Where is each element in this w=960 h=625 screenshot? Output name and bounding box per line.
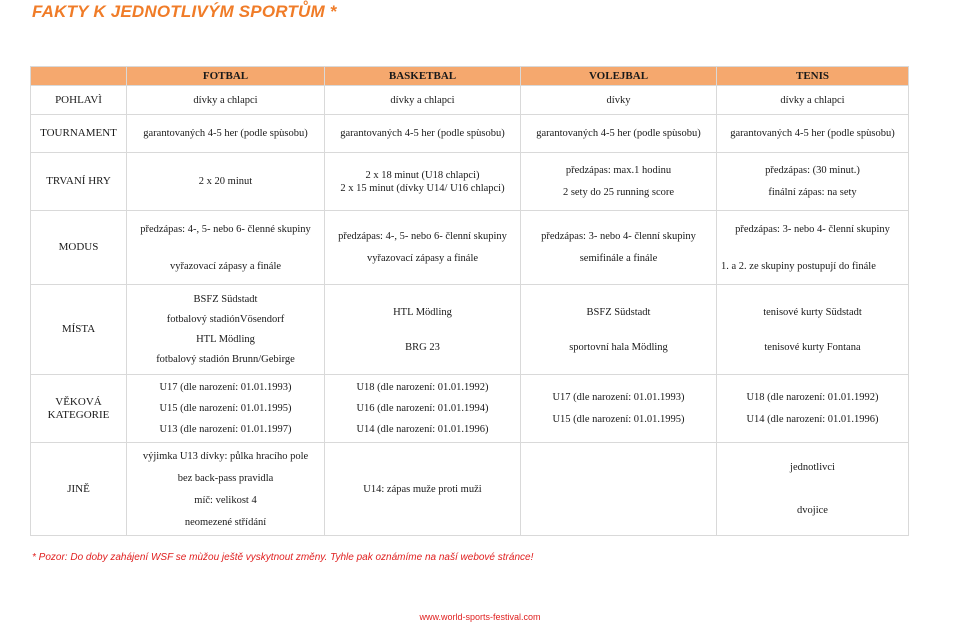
header-row (31, 67, 909, 86)
jine-fotbal-line3: míč: velikost 4 (194, 494, 257, 506)
trvani-volejbal-line2: 2 sety do 25 running score (562, 187, 675, 198)
modus-volejbal-line1: předzápas: 3- nebo 4- členní skupiny (541, 231, 696, 242)
cell-mista-fotbal (127, 285, 325, 375)
header-tenis: TENIS (717, 67, 909, 86)
cell-jine-volejbal (521, 443, 717, 536)
vekova-fotbal-line1: U17 (dle narození: 01.01.1993) (159, 382, 292, 393)
trvani-volejbal-line1: předzápas: max.1 hodinu (565, 165, 672, 176)
vekova-basketbal-line2: U16 (dle narození: 01.01.1994) (356, 403, 489, 414)
cell-jine-fotbal (127, 443, 325, 536)
trvani-tenis-line2: finální zápas: na sety (768, 187, 857, 198)
mista-tenis-line1: tenisové kurty Südstadt (763, 306, 862, 318)
row-mista (31, 285, 909, 375)
jine-fotbal-line1: výjimka U13 dívky: půlka hracího pole (142, 450, 309, 462)
row-pohlavi (31, 86, 909, 115)
vekova-basketbal-line1: U18 (dle narození: 01.01.1992) (356, 382, 489, 393)
row-vekova (31, 375, 909, 443)
trvani-basketbal-line2: 2 x 15 minut (dívky U14/ U16 chlapci) (340, 182, 505, 194)
sports-facts-table (30, 66, 909, 536)
jine-fotbal-line4: neomezené střídání (184, 516, 267, 528)
footer-url[interactable]: www.world-sports-festival.com (419, 612, 541, 622)
footnote: * Pozor: Do doby zahájení WSF se mùžou ještě vyskytnout změny. Tyhle pak oznámíme na naší webové stránce! (32, 552, 534, 563)
vekova-fotbal-line3: U13 (dle narození: 01.01.1997) (159, 424, 292, 435)
cell-modus-basketbal (325, 211, 521, 285)
jine-fotbal-line2: bez back-pass pravidla (177, 472, 274, 484)
modus-volejbal-line2: semifinále a finále (579, 253, 658, 264)
cell-vekova-volejbal (521, 375, 717, 443)
jine-tenis-line2: dvojice (797, 505, 828, 516)
cell-tournament-basketbal: garantovaných 4-5 her (podle spùsobu) (325, 115, 521, 153)
vekova-label-line2: KATEGORIE (47, 408, 110, 421)
mista-tenis-line2: tenisové kurty Fontana (764, 341, 861, 353)
label-jine: JINĚ (31, 443, 127, 536)
modus-basketbal-line1: předzápas: 4-, 5- nebo 6- členní skupiny (338, 231, 507, 242)
mista-basketbal-line2: BRG 23 (405, 341, 440, 353)
mista-basketbal-line1: HTL Mödling (393, 306, 452, 318)
row-modus (31, 211, 909, 285)
mista-fotbal-line1: BSFZ Südstadt (193, 294, 258, 305)
jine-tenis-line1: jednotlivci (790, 462, 835, 473)
vekova-tenis-line1: U18 (dle narození: 01.01.1992) (746, 392, 879, 403)
label-modus: MODUS (31, 211, 127, 285)
header-volejbal: VOLEJBAL (521, 67, 717, 86)
mista-volejbal-line1: BSFZ Südstadt (586, 306, 651, 318)
vekova-label-line1: VĚKOVÁ (55, 395, 102, 408)
cell-pohlavi-volejbal: dívky (521, 86, 717, 115)
cell-trvani-volejbal (521, 153, 717, 211)
cell-vekova-tenis (717, 375, 909, 443)
vekova-tenis-line2: U14 (dle narození: 01.01.1996) (746, 414, 879, 425)
label-tournament: TOURNAMENT (31, 115, 127, 153)
cell-mista-tenis (717, 285, 909, 375)
cell-trvani-tenis (717, 153, 909, 211)
cell-vekova-fotbal (127, 375, 325, 443)
cell-mista-volejbal (521, 285, 717, 375)
modus-basketbal-line2: vyřazovací zápasy a finále (366, 253, 479, 264)
cell-tournament-tenis: garantovaných 4-5 her (podle spùsobu) (717, 115, 909, 153)
cell-tournament-volejbal: garantovaných 4-5 her (podle spùsobu) (521, 115, 717, 153)
header-empty (31, 67, 127, 86)
header-basketbal: BASKETBAL (325, 67, 521, 86)
vekova-fotbal-line2: U15 (dle narození: 01.01.1995) (159, 403, 292, 414)
mista-fotbal-line2: fotbalový stadiónVösendorf (166, 314, 285, 325)
label-pohlavi: POHLAVÌ (31, 86, 127, 115)
page-title: FAKTY K JEDNOTLIVÝM SPORTŮM * (32, 2, 337, 21)
vekova-volejbal-line1: U17 (dle narození: 01.01.1993) (552, 392, 685, 403)
cell-modus-tenis (717, 211, 909, 285)
modus-tenis-line2: 1. a 2. ze skupiny postupují do finále (721, 260, 876, 272)
cell-jine-tenis (717, 443, 909, 536)
label-vekova (31, 375, 127, 443)
header-fotbal: FOTBAL (127, 67, 325, 86)
mista-volejbal-line2: sportovní hala Mödling (569, 341, 668, 353)
cell-pohlavi-tenis: dívky a chlapci (717, 86, 909, 115)
row-trvani (31, 153, 909, 211)
cell-trvani-fotbal: 2 x 20 minut (127, 153, 325, 211)
label-mista: MÍSTA (31, 285, 127, 375)
cell-modus-fotbal (127, 211, 325, 285)
cell-pohlavi-fotbal: dívky a chlapci (127, 86, 325, 115)
trvani-tenis-line1: předzápas: (30 minut.) (765, 165, 860, 176)
cell-jine-basketbal: U14: zápas muže proti muži (325, 443, 521, 536)
cell-trvani-basketbal (325, 153, 521, 211)
cell-pohlavi-basketbal: dívky a chlapci (325, 86, 521, 115)
cell-tournament-fotbal: garantovaných 4-5 her (podle spùsobu) (127, 115, 325, 153)
mista-fotbal-line4: fotbalový stadión Brunn/Gebirge (156, 354, 295, 365)
modus-fotbal-line2: vyřazovací zápasy a finále (169, 260, 282, 272)
row-tournament (31, 115, 909, 153)
vekova-volejbal-line2: U15 (dle narození: 01.01.1995) (552, 414, 685, 425)
label-trvani: TRVANÍ HRY (31, 153, 127, 211)
vekova-basketbal-line3: U14 (dle narození: 01.01.1996) (356, 424, 489, 435)
cell-vekova-basketbal (325, 375, 521, 443)
trvani-basketbal-line1: 2 x 18 minut (U18 chlapci) (365, 169, 480, 181)
modus-tenis-line1: předzápas: 3- nebo 4- členní skupiny (735, 223, 890, 235)
row-jine (31, 443, 909, 536)
mista-fotbal-line3: HTL Mödling (196, 334, 255, 345)
cell-modus-volejbal (521, 211, 717, 285)
modus-fotbal-line1: předzápas: 4-, 5- nebo 6- členné skupiny (140, 223, 311, 235)
cell-mista-basketbal (325, 285, 521, 375)
